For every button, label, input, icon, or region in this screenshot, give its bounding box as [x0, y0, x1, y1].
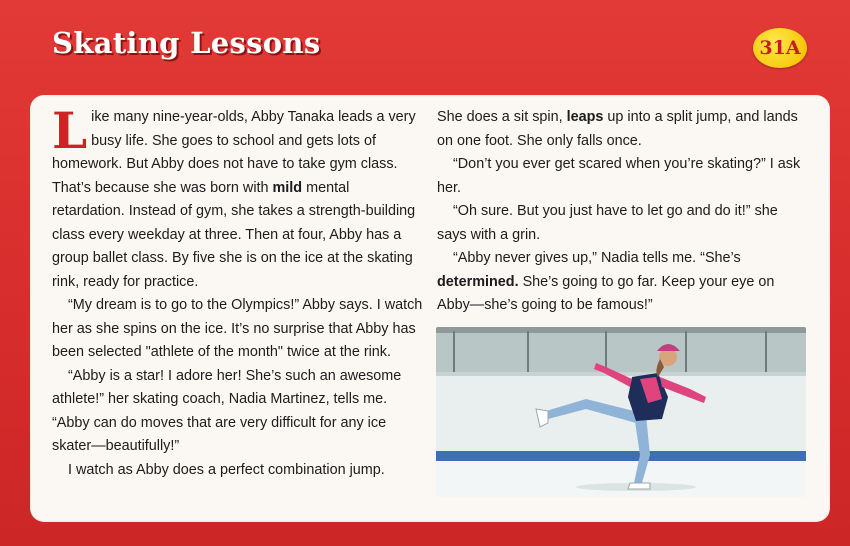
- vocab-word-mild: mild: [272, 179, 303, 196]
- right-column: [437, 106, 809, 318]
- rink-glass: [436, 327, 806, 372]
- paragraph-question: “Don’t you ever get scared when you’re skating?” I ask her.: [437, 156, 801, 196]
- paragraph-olympics: “My dream is to go to the Olympics!” Abby says. I watch her as she spins on the ice. It’s no surprise that Abby has been selected "athlete of the month" twice at the rink.: [52, 297, 423, 360]
- rink-kickplate: [436, 451, 806, 461]
- paragraph-text: “Abby never gives up,” Nadia tells me. “She’s: [453, 250, 741, 266]
- paragraph-determined: [437, 247, 809, 318]
- skater-photo: [436, 327, 806, 497]
- page-number-badge: 31A: [753, 28, 807, 68]
- vocab-word-determined: determined.: [437, 273, 519, 290]
- paragraph-spin: [437, 106, 809, 153]
- paragraph-text: She does a sit spin,: [437, 109, 567, 125]
- paragraph-text: mental retardation. Instead of gym, she takes a strength-building class every weekday at three. Then at four, Abby has a group ballet class. By five she is on the ice at the skating rink, ready for practice.: [52, 179, 416, 290]
- vocab-word-leaps: leaps: [566, 109, 604, 125]
- paragraph-jump: I watch as Abby does a perfect combination jump.: [68, 461, 385, 478]
- dropcap-letter: L: [52, 101, 88, 160]
- rink-ice: [436, 461, 806, 497]
- skater-illustration: [436, 327, 806, 497]
- paragraph-text: up into a split jump, and lands on one foot. She only falls once.: [437, 109, 798, 149]
- paragraph-answer: “Oh sure. But you just have to let go and do it!” she says with a grin.: [437, 203, 778, 243]
- paragraph-coach: “Abby is a star! I adore her! She’s such an awesome athlete!” her skating coach, Nadia Martinez, tells me. “Abby can do moves that are very difficult for any ice skater—beautifully!”: [52, 367, 402, 454]
- page-title: Skating Lessons: [52, 26, 321, 60]
- paragraph-text: ike many nine-year-olds, Abby Tanaka leads a very busy life. She goes to school and gets lots of homework. But Abby does not have to take gym class. That’s because she was born with: [52, 109, 416, 196]
- left-column: [52, 101, 424, 482]
- paragraph-text: She’s going to go far. Keep your eye on Abby—she’s going to be famous!”: [437, 273, 775, 313]
- paragraph-intro: [52, 101, 424, 294]
